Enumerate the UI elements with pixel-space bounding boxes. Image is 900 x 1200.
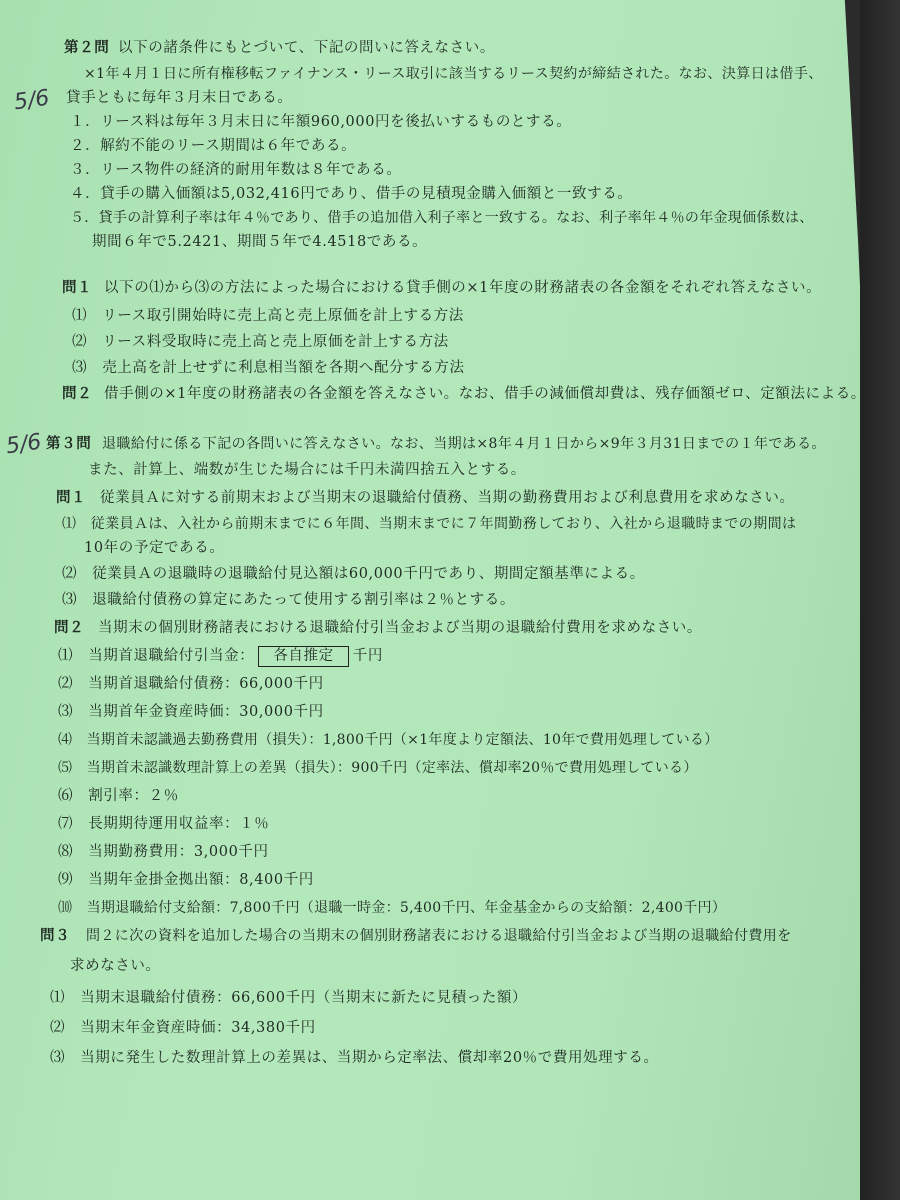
q3-task3: 求めなさい。 [70, 958, 161, 974]
q3-data-row: ⑷ 当期首未認識過去勤務費用（損失）：1,800千円（×1年度より定額法、10年で費用処理している） [58, 732, 719, 748]
q2-method: ⑶ 売上高を計上せずに利息相当額を各期へ配分する方法 [72, 360, 465, 376]
q2-task1: 以下の⑴から⑶の方法によった場合における貸手側の×1年度の財務諸表の各金額をそれぞれ答えなさい。 [104, 280, 822, 296]
q3-data-row: ⑹ 割引率：２％ [58, 788, 179, 804]
q2-method: ⑴ リース取引開始時に売上高と売上原価を計上する方法 [72, 308, 464, 324]
page-edge-shadow [860, 0, 900, 1200]
q3-task3: 問２に次の資料を追加した場合の当期末の個別財務諸表における退職給付引当金および当期の退職給付費用を [86, 928, 792, 944]
q3-data-row: ⑽ 当期退職給付支給額：7,800千円（退職一時金：5,400千円、年金基金からの支給額：2,400千円） [58, 900, 727, 916]
q2-condition: ５．貸手の計算利子率は年４％であり、借手の追加借入利子率と一致する。なお、利子率年４％の年金現価係数は、 [70, 210, 814, 226]
q2-task2: 借手側の×1年度の財務諸表の各金額を答えなさい。なお、借手の減価償却費は、残存価額ゼロ、定額法による。 [104, 386, 866, 402]
q2-condition: ２．解約不能のリース期間は６年である。 [70, 138, 357, 154]
q2-condition: ４．貸手の購入価額は5,032,416円であり、借手の見積現金購入価額と一致する。 [70, 186, 633, 202]
q3-data-row: ⑼ 当期年金掛金拠出額：8,400千円 [58, 872, 314, 888]
q3-data-row: ⑺ 長期期待運用収益率：１％ [58, 816, 270, 832]
q3-data-row: ⑵ 当期首退職給付債務：66,000千円 [58, 676, 324, 692]
q3-data-label: ⑴ 当期首退職給付引当金： [58, 648, 255, 664]
q3-data-row: ⑸ 当期首未認識数理計算上の差異（損失）：900千円（定率法、償却率20％で費用処理している） [58, 760, 698, 776]
q2-task1-label: 問１ [62, 279, 93, 296]
handwritten-mark: 5/6 [4, 429, 43, 460]
q2-heading: 第２問 [64, 39, 110, 56]
q3-additional-item: ⑴ 当期末退職給付債務：66,600千円（当期末に新たに見積った額） [50, 990, 528, 1006]
q2-intro: 以下の諸条件にもとづいて、下記の問いに答えなさい。 [118, 40, 495, 56]
q2-task2-label: 問２ [62, 385, 93, 402]
q3-task1-label: 問１ [56, 489, 87, 506]
q2-condition: １．リース料は毎年３月末日に年額960,000円を後払いするものとする。 [70, 114, 572, 130]
q3-item: ⑵ 従業員Ａの退職時の退職給付見込額は60,000千円であり、期間定額基準による。 [62, 566, 645, 582]
q3-data-row: ⑶ 当期首年金資産時価：30,000千円 [58, 704, 324, 720]
q3-task2-label: 問２ [54, 619, 85, 636]
q2-paragraph: 貸手ともに毎年３月末日である。 [66, 90, 293, 106]
q3-additional-item: ⑵ 当期末年金資産時価：34,380千円 [50, 1020, 316, 1036]
q3-data-row [58, 646, 383, 667]
q3-intro: また、計算上、端数が生じた場合には千円未満四捨五入とする。 [88, 462, 526, 478]
answer-box: 各自推定 [258, 646, 348, 667]
q2-method: ⑵ リース料受取時に売上高と売上原価を計上する方法 [72, 334, 449, 350]
q3-heading: 第３問 [46, 435, 92, 452]
q3-additional-item: ⑶ 当期に発生した数理計算上の差異は、当期から定率法、償却率20％で費用処理する。 [50, 1050, 659, 1066]
q3-item: 10年の予定である。 [84, 540, 225, 556]
q3-task1: 従業員Ａに対する前期末および当期末の退職給付債務、当期の勤務費用および利息費用を求めなさい。 [100, 490, 795, 506]
q2-condition: 期間６年で5.2421、期間５年で4.4518である。 [92, 234, 428, 250]
q3-item: ⑴ 従業員Ａは、入社から前期末までに６年間、当期末までに７年間勤務しており、入社から退職時までの期間は [62, 516, 797, 532]
handwritten-mark: 5/6 [12, 85, 51, 116]
q3-task3-label: 問３ [40, 927, 71, 944]
q3-intro: 退職給付に係る下記の各問いに答えなさい。なお、当期は×8年４月１日から×9年３月31日までの１年である。 [102, 436, 826, 452]
q3-task2: 当期末の個別財務諸表における退職給付引当金および当期の退職給付費用を求めなさい。 [98, 620, 702, 636]
q2-condition: ３．リース物件の経済的耐用年数は８年である。 [70, 162, 402, 178]
q2-paragraph: ×1年４月１日に所有権移転ファイナンス・リース取引に該当するリース契約が締結された。なお、決算日は借手、 [84, 66, 823, 82]
q3-item: ⑶ 退職給付債務の算定にあたって使用する割引率は２％とする。 [62, 592, 515, 608]
unit-label: 千円 [352, 648, 383, 664]
q3-data-row: ⑻ 当期勤務費用：3,000千円 [58, 844, 269, 860]
